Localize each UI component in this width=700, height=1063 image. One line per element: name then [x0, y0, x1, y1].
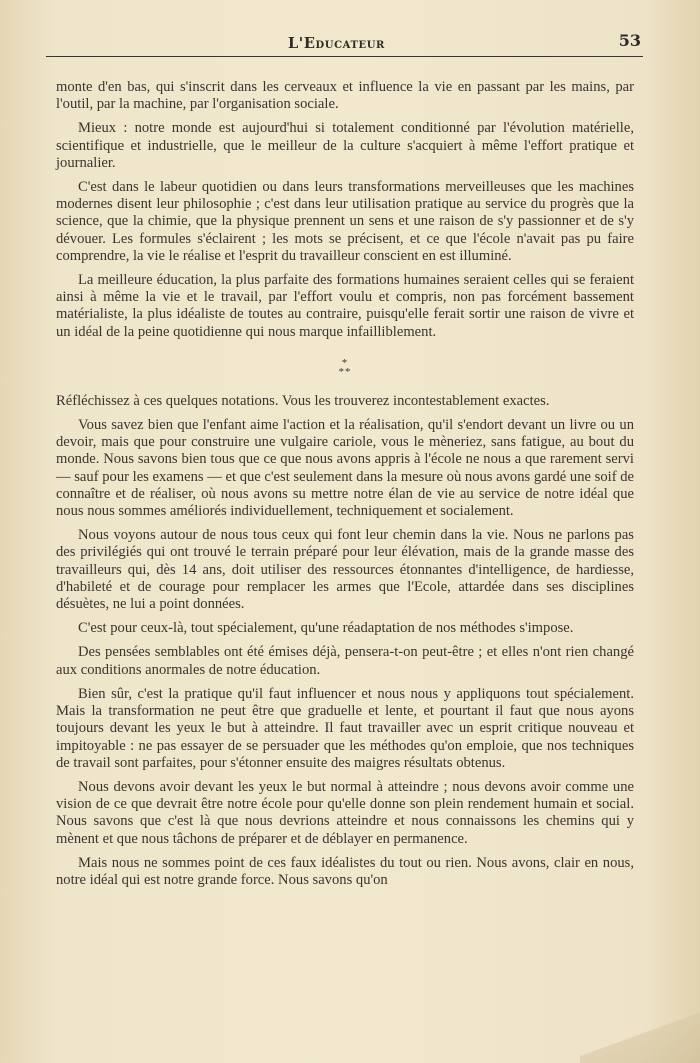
- paragraph-4: La meilleure éducation, la plus parfaite des formations humaines seraient celles qui se feraient ainsi à même la vie et le travail, par l'effort voulu et compris, non pas forcément bassement matérialiste, la plus idéaliste de toutes au contraire, puisqu'elle ferait sortir une raison de vivre et un idéal de la peine quotidienne qui nous marque infailliblement.: [56, 272, 634, 340]
- paragraph-11: Nous devons avoir devant les yeux le but normal à atteindre ; nous devons avoir comme une vision de ce que devrait être notre école pour qu'elle donne son plein rendement humain et social. Nous savons que c'est là que nous devrions atteindre et nous connaissons les chemins qui y mènent et que nous tâchons de préparer et de déblayer en permanence.: [56, 778, 634, 847]
- asterism-top: *: [341, 356, 349, 369]
- paragraph-12: Mais nous ne sommes point de ces faux idéalistes du tout ou rien. Nous avons, clair en nous, notre idéal qui est notre grande force. Nous savons qu'on: [56, 854, 634, 888]
- article-body: [56, 79, 634, 896]
- page-header: [46, 28, 643, 57]
- paragraph-1: monte d'en bas, qui s'inscrit dans les cerveaux et influence la vie en passant par les mains, par l'outil, par la machine, par l'organisation sociale.: [56, 79, 634, 113]
- running-title: L'Educateur: [288, 35, 385, 52]
- paragraph-9: Des pensées semblables ont été émises déjà, pensera-t-on peut-être ; et elles n'ont rien changé aux conditions anormales de notre éducation.: [56, 644, 634, 678]
- paragraph-10: Bien sûr, c'est la pratique qu'il faut influencer et nous nous y appliquons tout spécialement. Mais la transformation ne peut être que graduelle et lente, et pourtant il faut que nous ayons toujours devant les yeux le but à atteindre. Il faut travailler avec un esprit critique nouveau et impitoyable : ne pas essayer de se persuader que les méthodes qu'on emploie, que nos techniques de travail sont parfaites, pour s'étonner ensuite des maigres résultats obtenus.: [56, 685, 634, 771]
- page-corner-fold: [580, 993, 700, 1063]
- paragraph-6: Vous savez bien que l'enfant aime l'action et la réalisation, qu'il s'endort devant un livre ou un devoir, mais que pour construire une vulgaire cariole, vous le mèneriez, sans fatigue, au bout du monde. Nous savons bien tous que ce que nous avons appris à l'école ne nous a que rarement servi — sauf pour les examens — et que c'est seulement dans la mesure où nous avons gardé une soif de connaître et de réaliser, où nous avons su mettre notre élan de vie au service de notre idéal que nous nous sommes améliorés individuellement, techniquement et socialement.: [56, 417, 634, 520]
- paragraph-3: C'est dans le labeur quotidien ou dans leurs transformations merveilleuses que les machines modernes disent leur philosophie ; c'est dans leur utilisation pratique au service du progrès que la science, que la chimie, que la physique prennent un sens et une raison de s'y passionner et de s'y dévouer. Les formules s'éclairent ; les mots se précisent, et ce que l'école n'avait pas pu faire comprendre, la vie le réalise et l'esprit du travailleur conscient en est illuminé.: [56, 179, 634, 264]
- page-number: 53: [618, 31, 641, 50]
- paragraph-2: Mieux : notre monde est aujourd'hui si totalement conditionné par l'évolution matérielle, scientifique et industrielle, que le meilleur de la culture s'acquiert à même l'effort pratique et journalier.: [56, 120, 634, 171]
- paragraph-5: Réfléchissez à ces quelques notations. Vous les trouverez incontestablement exactes.: [56, 392, 550, 409]
- asterism-bottom: **: [338, 365, 352, 378]
- paragraph-7: Nous voyons autour de nous tous ceux qui font leur chemin dans la vie. Nous ne parlons pas des privilégiés qui ont trouvé le terrain préparé pour leur élévation, mais de la grande masse des travailleurs qui, dès 14 ans, doit utiliser des ressources étonnantes d'intelligence, de hardiesse, d'habileté et de courage pour remplacer les armes que l'Ecole, attardée dans ses disciplines désuètes, ne lui a point données.: [56, 527, 634, 613]
- paragraph-8: C'est pour ceux-là, tout spécialement, qu'une réadaptation de nos méthodes s'impose.: [78, 620, 574, 637]
- section-separator: [56, 356, 634, 378]
